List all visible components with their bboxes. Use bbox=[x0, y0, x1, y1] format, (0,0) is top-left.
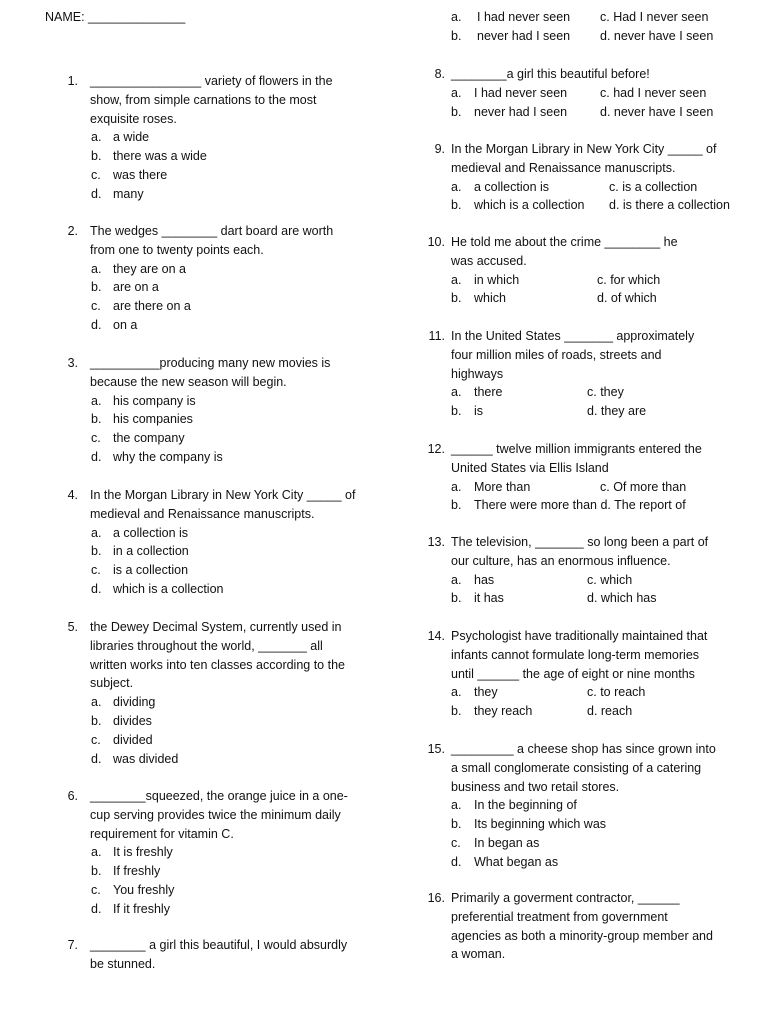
option-text: the company bbox=[113, 431, 185, 446]
question-text-line: cup serving provides twice the minimum daily bbox=[90, 807, 341, 822]
name-field-label: NAME: ______________ bbox=[45, 10, 186, 24]
option-letter: c. bbox=[91, 168, 101, 182]
question-number: 9. bbox=[434, 142, 445, 156]
option-letter: a. bbox=[451, 272, 462, 287]
question-number: 14. bbox=[427, 629, 445, 643]
option-text: d. never have I seen bbox=[600, 28, 714, 43]
question-number: 11. bbox=[428, 329, 445, 343]
question-text-line: our culture, has an enormous influence. bbox=[451, 553, 671, 568]
question-text-line: requirement for vitamin C. bbox=[90, 826, 234, 841]
option-text: they are on a bbox=[113, 261, 186, 276]
question-text-line: Psychologist have traditionally maintained that bbox=[451, 629, 708, 643]
option-text: c. had I never seen bbox=[600, 85, 707, 100]
option-letter: b. bbox=[451, 291, 462, 306]
question-text-line: United States via Ellis Island bbox=[451, 460, 609, 475]
question-text-line: ________________ variety of flowers in the bbox=[90, 74, 333, 88]
question-number: 6. bbox=[67, 789, 78, 803]
option-letter: c. bbox=[91, 299, 101, 314]
option-letter: a. bbox=[451, 572, 462, 587]
option-text: there bbox=[474, 385, 503, 400]
question-text-line: In the United States _______ approximately bbox=[451, 329, 695, 343]
option-text: they bbox=[474, 685, 498, 700]
option-letter: a. bbox=[451, 85, 462, 100]
question-text-line: show, from simple carnations to the most bbox=[90, 92, 317, 107]
option-letter: a. bbox=[451, 179, 462, 194]
option-text: More than bbox=[474, 479, 531, 494]
question-number: 2. bbox=[67, 224, 78, 238]
question-number: 7. bbox=[67, 938, 78, 952]
question-text-line: ________a girl this beautiful before! bbox=[451, 67, 650, 81]
option-text: d. which has bbox=[587, 591, 657, 606]
option-letter: b. bbox=[451, 591, 462, 606]
option-text: divides bbox=[113, 714, 152, 728]
option-letter: d. bbox=[91, 901, 102, 916]
option-text: I had never seen bbox=[474, 85, 568, 100]
option-letter: d. bbox=[91, 186, 102, 201]
question-text-line: In the Morgan Library in New York City _____ of bbox=[90, 488, 356, 502]
question-text-line: a small conglomerate consisting of a catering bbox=[451, 760, 702, 775]
question-text-line: medieval and Renaissance manuscripts. bbox=[90, 506, 315, 521]
option-text: dividing bbox=[113, 695, 156, 710]
option-text: Its beginning which was bbox=[474, 817, 607, 832]
option-letter: b. bbox=[91, 864, 102, 879]
option-text: d. reach bbox=[587, 704, 633, 719]
option-letter: b. bbox=[91, 412, 102, 427]
option-letter: b. bbox=[91, 280, 102, 295]
question-number: 15. bbox=[427, 742, 445, 756]
option-text: which bbox=[474, 291, 506, 306]
option-text: his company is bbox=[113, 393, 196, 408]
option-text: in which bbox=[474, 272, 520, 287]
question-text-line: medieval and Renaissance manuscripts. bbox=[451, 160, 676, 175]
option-text: c. they bbox=[587, 385, 624, 400]
option-text: It is freshly bbox=[113, 845, 173, 860]
option-letter: b. bbox=[451, 704, 462, 719]
option-text: are on a bbox=[113, 280, 159, 295]
question-text-line: ________ a girl this beautiful, I would absurdly bbox=[90, 938, 348, 952]
question-number: 8. bbox=[434, 67, 445, 81]
question-number: 5. bbox=[67, 620, 78, 634]
question-text-line: _________ a cheese shop has since grown into bbox=[451, 742, 716, 756]
question-number: 12. bbox=[427, 442, 445, 456]
option-letter: c. bbox=[91, 563, 101, 578]
option-letter: b. bbox=[451, 28, 462, 43]
option-letter: a. bbox=[451, 798, 462, 813]
option-letter: d. bbox=[91, 582, 102, 596]
option-text: never had I seen bbox=[474, 104, 568, 119]
option-letter: a. bbox=[451, 385, 462, 400]
option-letter: b. bbox=[451, 404, 462, 419]
option-letter: d. bbox=[91, 450, 102, 464]
question-number: 10. bbox=[427, 235, 445, 249]
option-letter: b. bbox=[451, 498, 462, 513]
option-text: was divided bbox=[113, 751, 179, 766]
option-letter: a. bbox=[91, 695, 102, 710]
option-text: c. which bbox=[587, 572, 633, 587]
option-text: In began as bbox=[474, 836, 540, 850]
question-text-line: a woman. bbox=[451, 947, 506, 962]
option-text: In the beginning of bbox=[474, 798, 577, 813]
option-letter: b. bbox=[91, 714, 102, 728]
option-text: If freshly bbox=[113, 864, 161, 879]
question-text-line: The television, _______ so long been a part of bbox=[451, 535, 709, 549]
question-text-line: from one to twenty points each. bbox=[90, 242, 264, 257]
option-text: d. is there a collection bbox=[609, 198, 730, 213]
option-text: which is a collection bbox=[474, 198, 585, 213]
option-text: You freshly bbox=[113, 883, 175, 897]
option-text: is bbox=[474, 404, 484, 419]
question-text-line: In the Morgan Library in New York City _____ of bbox=[451, 142, 717, 156]
option-letter: a. bbox=[91, 525, 102, 540]
option-text: What began as bbox=[474, 854, 559, 869]
option-text: c. to reach bbox=[587, 685, 646, 700]
question-number: 1. bbox=[67, 74, 78, 88]
question-text-line: ______ twelve million immigrants entered the bbox=[451, 442, 702, 456]
question-text-line: the Dewey Decimal System, currently used in bbox=[90, 620, 342, 634]
question-number: 4. bbox=[67, 488, 78, 502]
option-letter: a. bbox=[91, 845, 102, 860]
question-text-line: libraries throughout the world, _______ all bbox=[90, 638, 323, 653]
option-text: many bbox=[113, 186, 144, 201]
option-text: has bbox=[474, 572, 495, 587]
question-text-line: subject. bbox=[90, 676, 134, 691]
option-letter: d. bbox=[91, 751, 102, 766]
question-text-line: highways bbox=[451, 366, 504, 381]
option-letter: b. bbox=[451, 104, 462, 119]
question-text-line: The wedges ________ dart board are worth bbox=[90, 224, 334, 238]
option-text: on a bbox=[113, 318, 138, 332]
option-text: why the company is bbox=[113, 450, 223, 464]
question-text-line: Primarily a goverment contractor, ______ bbox=[451, 891, 680, 905]
question-text-line: He told me about the crime ________ he bbox=[451, 235, 678, 249]
option-text: in a collection bbox=[113, 544, 189, 559]
option-text: d. of which bbox=[597, 291, 657, 306]
option-text: d. they are bbox=[587, 404, 647, 419]
option-text: divided bbox=[113, 732, 153, 747]
option-letter: a. bbox=[451, 10, 462, 24]
option-text: a wide bbox=[113, 130, 150, 145]
option-text: a collection is bbox=[113, 525, 189, 540]
option-text: c. is a collection bbox=[609, 179, 698, 194]
question-text-line: business and two retail stores. bbox=[451, 779, 620, 794]
option-letter: c. bbox=[451, 836, 461, 850]
option-letter: d. bbox=[451, 854, 462, 869]
question-text-line: ________squeezed, the orange juice in a one- bbox=[90, 789, 348, 803]
question-text-line: exquisite roses. bbox=[90, 111, 177, 126]
option-text: c. Of more than bbox=[600, 479, 687, 494]
question-text-line: __________producing many new movies is bbox=[90, 356, 331, 370]
option-text: which is a collection bbox=[113, 582, 224, 596]
question-text-line: until ______ the age of eight or nine months bbox=[451, 666, 695, 681]
option-letter: b. bbox=[91, 149, 102, 164]
option-text: c. for which bbox=[597, 272, 661, 287]
option-text: his companies bbox=[113, 412, 193, 427]
question-text-line: four million miles of roads, streets and bbox=[451, 347, 662, 362]
option-text: d. never have I seen bbox=[600, 104, 714, 119]
question-number: 3. bbox=[67, 356, 78, 370]
option-text: a collection is bbox=[474, 179, 550, 194]
option-text: it has bbox=[474, 591, 504, 606]
question-text-line: agencies as both a minority-group member and bbox=[451, 928, 713, 943]
question-text-line: was accused. bbox=[451, 253, 527, 268]
option-text: c. Had I never seen bbox=[600, 10, 709, 24]
option-letter: b. bbox=[451, 817, 462, 832]
option-letter: a. bbox=[91, 393, 102, 408]
question-text-line: be stunned. bbox=[90, 956, 156, 971]
option-text: are there on a bbox=[113, 299, 191, 314]
option-text: there was a wide bbox=[113, 149, 207, 164]
option-text: is a collection bbox=[113, 563, 189, 578]
option-text: I had never seen bbox=[477, 10, 571, 24]
option-letter: c. bbox=[91, 431, 101, 446]
question-number: 13. bbox=[427, 535, 445, 549]
option-text: There were more than d. The report of bbox=[474, 498, 686, 513]
option-letter: a. bbox=[451, 479, 462, 494]
option-letter: c. bbox=[91, 883, 101, 897]
question-number: 16. bbox=[427, 891, 445, 905]
option-text: was there bbox=[113, 168, 168, 182]
option-letter: d. bbox=[91, 318, 102, 332]
option-letter: a. bbox=[451, 685, 462, 700]
option-letter: a. bbox=[91, 261, 102, 276]
option-letter: a. bbox=[91, 130, 102, 145]
question-text-line: infants cannot formulate long-term memories bbox=[451, 647, 700, 662]
option-text: they reach bbox=[474, 704, 533, 719]
question-text-line: because the new season will begin. bbox=[90, 374, 287, 389]
option-letter: b. bbox=[451, 198, 462, 213]
question-text-line: preferential treatment from government bbox=[451, 909, 668, 924]
option-letter: c. bbox=[91, 732, 101, 747]
option-text: If it freshly bbox=[113, 901, 170, 916]
question-text-line: written works into ten classes according to the bbox=[90, 657, 345, 672]
option-text: never had I seen bbox=[477, 28, 571, 43]
option-letter: b. bbox=[91, 544, 102, 559]
